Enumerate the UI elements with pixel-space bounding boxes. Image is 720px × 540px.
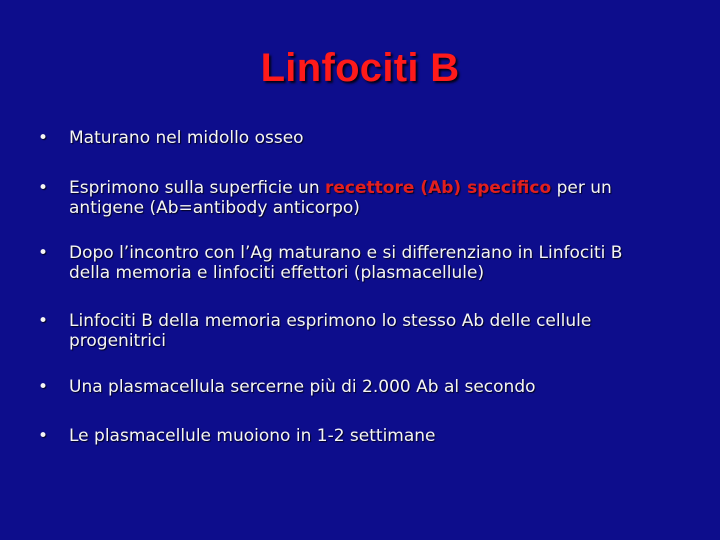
bullet-text: Dopo l’incontro con l’Ag maturano e si differenziano in Linfociti B della memoria e linfociti effettori (plasmacellule) <box>69 243 623 283</box>
bullet-dot-icon: • <box>38 178 49 198</box>
bullet-dot-icon: • <box>38 311 49 331</box>
bullet-text: Una plasmacellula sercerne più di 2.000 Ab al secondo <box>69 377 536 397</box>
bullet-text: Le plasmacellule muoiono in 1-2 settimane <box>69 426 436 446</box>
bullet-dot-icon: • <box>38 243 49 263</box>
bullet-text-before: Esprimono sulla superficie un <box>69 178 326 198</box>
bullet-dot-icon: • <box>38 377 49 397</box>
bullet-dot-icon: • <box>38 128 49 148</box>
highlight-term: recettore (Ab) specifico <box>325 178 552 198</box>
slide-title: Linfociti B <box>260 46 460 90</box>
bullet-text-after: per un antigene (Ab=antibody anticorpo) <box>69 178 612 218</box>
bullet-item <box>38 377 658 397</box>
bullet-item <box>38 243 658 283</box>
bullet-dot-icon: • <box>38 426 49 446</box>
bullet-text: Linfociti B della memoria esprimono lo stesso Ab delle cellule progenitrici <box>69 311 592 351</box>
bullet-item <box>38 178 658 218</box>
bullet-item <box>38 311 658 351</box>
bullet-text: Maturano nel midollo osseo <box>69 128 304 148</box>
bullet-text <box>69 178 658 218</box>
bullet-item <box>38 426 658 446</box>
bullet-item <box>38 128 658 148</box>
